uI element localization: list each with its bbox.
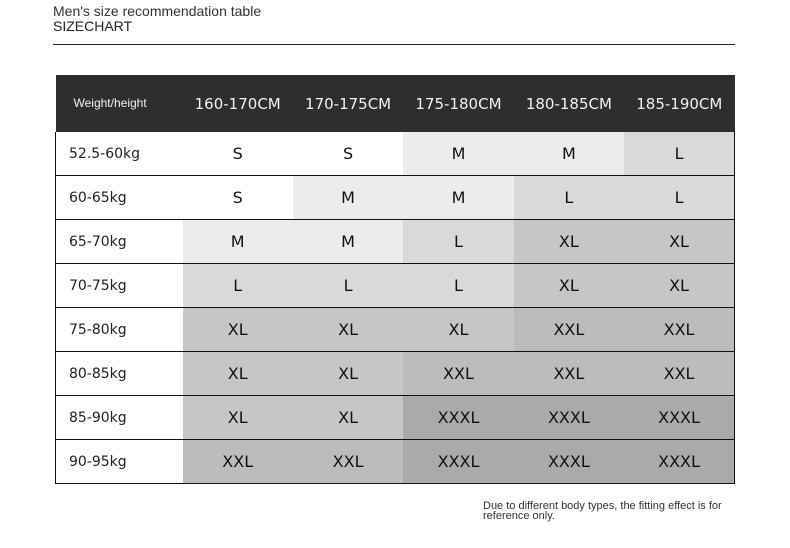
size-cell: L	[183, 264, 293, 308]
size-cell: M	[403, 176, 513, 220]
table-row	[56, 132, 735, 176]
weight-range-cell: 90-95kg	[56, 440, 183, 484]
size-cell: S	[183, 176, 293, 220]
table-row	[56, 264, 735, 308]
size-cell: XL	[293, 396, 403, 440]
size-cell: XXXL	[624, 440, 734, 484]
size-cell: M	[293, 176, 403, 220]
size-cell: XL	[293, 308, 403, 352]
weight-range-cell: 80-85kg	[56, 352, 183, 396]
size-cell: XL	[183, 352, 293, 396]
table-row	[56, 220, 735, 264]
size-cell: M	[293, 220, 403, 264]
size-cell: L	[624, 176, 734, 220]
table-row	[56, 440, 735, 484]
table-body	[56, 132, 735, 484]
size-cell: XXL	[183, 440, 293, 484]
table-row	[56, 176, 735, 220]
weight-range-cell: 65-70kg	[56, 220, 183, 264]
table-header-row	[56, 75, 735, 132]
weight-range-cell: 85-90kg	[56, 396, 183, 440]
column-header: 170-175CM	[293, 75, 403, 132]
size-cell: XL	[403, 308, 513, 352]
size-cell: XXXL	[514, 440, 624, 484]
size-cell: M	[514, 132, 624, 176]
size-cell: XXXL	[403, 440, 513, 484]
column-header: 175-180CM	[403, 75, 513, 132]
divider-line	[53, 44, 735, 45]
size-cell: L	[403, 220, 513, 264]
size-cell: XXL	[403, 352, 513, 396]
page-title: Men's size recommendation table	[53, 3, 262, 19]
size-cell: XL	[293, 352, 403, 396]
size-cell: XXL	[293, 440, 403, 484]
size-cell: XXL	[514, 352, 624, 396]
size-cell: XXL	[624, 308, 734, 352]
size-cell: XXL	[624, 352, 734, 396]
column-header: 185-190CM	[624, 75, 734, 132]
size-cell: S	[293, 132, 403, 176]
size-cell: XL	[514, 264, 624, 308]
size-cell: XXL	[514, 308, 624, 352]
weight-range-cell: 70-75kg	[56, 264, 183, 308]
size-cell: M	[183, 220, 293, 264]
column-header: 160-170CM	[183, 75, 293, 132]
table-row	[56, 308, 735, 352]
size-cell: L	[403, 264, 513, 308]
size-cell: L	[293, 264, 403, 308]
size-cell: XL	[183, 308, 293, 352]
size-cell: L	[514, 176, 624, 220]
size-cell: XL	[514, 220, 624, 264]
table-row	[56, 352, 735, 396]
size-cell: XL	[624, 264, 734, 308]
size-table	[55, 75, 735, 484]
weight-range-cell: 75-80kg	[56, 308, 183, 352]
weight-range-cell: 52.5-60kg	[56, 132, 183, 176]
size-cell: XXXL	[403, 396, 513, 440]
column-header: 180-185CM	[514, 75, 624, 132]
size-cell: L	[624, 132, 734, 176]
size-chart-heading: SIZECHART	[53, 18, 133, 34]
table-row	[56, 396, 735, 440]
size-cell: XXXL	[624, 396, 734, 440]
corner-header: Weight/height	[56, 75, 183, 132]
size-cell: XL	[624, 220, 734, 264]
size-cell: XXXL	[514, 396, 624, 440]
size-cell: XL	[183, 396, 293, 440]
size-cell: M	[403, 132, 513, 176]
size-cell: S	[183, 132, 293, 176]
weight-range-cell: 60-65kg	[56, 176, 183, 220]
fit-disclaimer: Due to different body types, the fitting effect is for reference only.	[483, 500, 722, 522]
